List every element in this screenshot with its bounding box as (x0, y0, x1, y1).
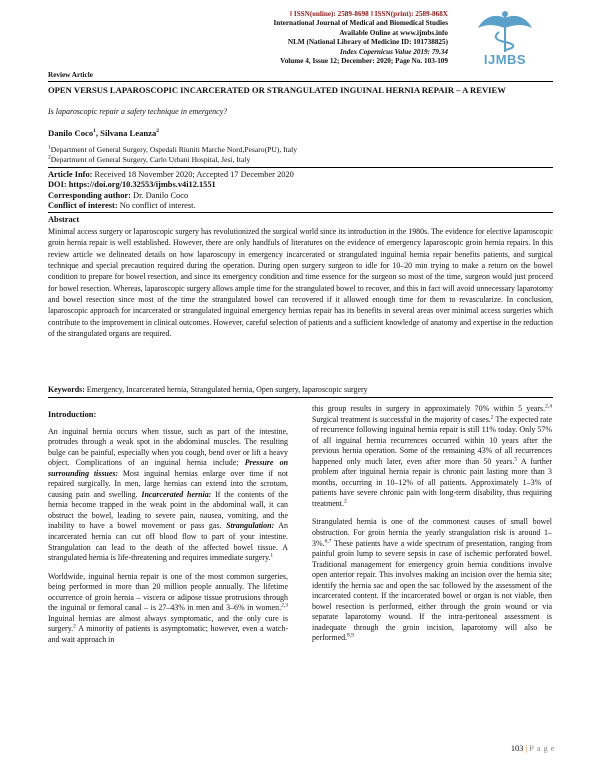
section-heading: Introduction: (48, 410, 97, 419)
author-name: Danilo Coco (48, 128, 94, 138)
affiliation: $^2$Department of General Surgery, Carlo Urbani Hospital, Jesi, Italy (48, 154, 251, 164)
doi-link[interactable]: DOI: https://doi.org/10.32553/ijmbs.v4i12.1551 (48, 180, 216, 190)
copernicus-value: Index Copernicus Value 2019: 79.34 (339, 47, 448, 56)
body-paragraph: this group results in surgery in approximately 70% within 5 years.$^{2,4}$ Surgical treatment is successful in the majority of cases.$^2$ The expected rate of recurrence following inguinal hernia repair is still 11% today. Only 57% of all inguinal hernia recurrences occurred within 10 years after the previous hernia operation. Some of the remaining 43% of all recurrences happened only much later, even after more than 50 years.$^5$ A further problem after inguinal hernia repair is chronic pain lasting more than 3 months, occurring in 10–12% of all patients. Approximately 1–3% of patients have severe chronic pain with long-term disability, thus requiring treatment.$^2$ (312, 403, 553, 508)
body-paragraph: Strangulated hernia is one of the commonest causes of small bowel obstruction. For groin hernia the yearly strangulation risk is around 1–3%.$^{6,7}$ These patients have a wide spectrum of presentation, ranging from painful groin lump to severe sepsis in case of ischemic perforated bowel. Traditional management for emergency groin hernia conditions involve open anterior repair. This involves making an incision over the hernia site; identify the hernia sac and open the sac followed by the assessment of the incarcerated content. If the incarcerated bowel or organ is not viable, then bowel resection is performed, either through the groin wound or via separate laparotomy wound. If the intra-peritoneal assessment is inadequate through the groin incision, laparotomy will also be performed.$^{8,9}$ (312, 517, 552, 643)
issn-print: ISSN(print): 2589-868X (374, 10, 448, 18)
author-name: Silvana Leanza (100, 128, 157, 138)
logo-text: IJMBS (483, 52, 527, 67)
section-divider (48, 167, 553, 168)
left-column (48, 402, 288, 653)
affiliation: $^1$Department of General Surgery, Ospedali Riuniti Marche Nord,Pesaro(PU), Italy (48, 144, 298, 154)
availability: Available Online at www.ijmbs.info (339, 28, 448, 37)
journal-name: International Journal of Medical and Biomedical Studies (273, 19, 448, 28)
body-paragraph: An inguinal hernia occurs when tissue, such as part of the intestine, protrudes through a weak spot in the abdominal muscles. The resulting bulge can be painful, especially when you cough, bend over or lift a heavy object. Complications of an inguinal hernia include; Pressure on surrounding tissues: Most inguinal hernias enlarge over time if not repaired surgically. In men, large hernias can extend into the scrotum, causing pain and swelling. Incarcerated hernia: If the contents of the hernia become trapped in the weak point in the abdominal wall, it can obstruct the bowel, leading to severe pain, nausea, vomiting, and the inability to have a bowel movement or pass gas. Strangulation: An incarcerated hernia can cut off blood flow to part of your intestine. Strangulation can lead to the death of the affected bowel tissue. A strangulated hernia is life-threatening and requires immediate surgery.$^1$ (48, 426, 288, 563)
article-info: Article Info: Received 18 November 2020; Accepted 17 December 2020 DOI: https://doi.org/10.32553/ijmbs.v4i12.1551 Corresponding author: Dr. Danilo Coco Conflict of interest: No conflict of interest. (48, 170, 294, 211)
keywords: Keywords: Emergency, Incarcerated hernia, Strangulated hernia, Open surgery, laparoscopic surgery (48, 385, 368, 394)
abstract-heading: Abstract (48, 215, 80, 224)
article-type: Review Article (48, 71, 93, 79)
nlm-id: NLM (National Library of Medicine ID: 101738825) (287, 38, 448, 47)
volume-info: Volume 4, Issue 12; December: 2020; Page No. 103-109 (280, 57, 448, 66)
section-divider (48, 397, 553, 398)
author-list: Danilo Coco$^1$, Silvana Leanza$^2$ (48, 128, 160, 138)
journal-info: ‖ ISSN(online): 2589-8698 ‖ ISSN(print): 2589-868X International Journal of Medical and Biomedical Studies Available Online at www.ijmbs.info NLM (National Library of Medicine ID: 101738825) Index Copernicus Value 2019: 79.34 Volume 4, Issue 12; December: 2020; Page No. 103-109 (273, 10, 448, 66)
abstract-text: Minimal access surgery or laparoscopic surgery has revolutionized the surgical world since its introduction in the 1980s. The evidence for elective laparoscopic groin hernia repair is well established. However, there are only handfuls of literatures on the evidence of emergency laparoscopic groin hernia repairs. In this review article we delineated details on how laparoscopy in emergency incarcerated or strangulated inguinal hernia repair benefits patients, and surgical technique and special precaution required during the operation. During open surgery surgeon to idle for 10–20 min trying to make a return on the bowel condition to prepare for bowel resection, and since its emergency condition and time essence for the surgeon so most of the time, surgeon would just proceed for bowel resection. Whereas, laparoscopic surgery allows ample time for the strangulated bowel to recover, and this in fact will avoid unnecessary laparotomy and bowel resection since most of the time the strangulated bowel can recovered if it allowed enough time for them to revascularize. In conclusion, laparoscopic approach for incarcerated or strangulated inguinal emergency hernias repair has its benefits in several areas over minimal access surgeries which contribute to the improvement in clinical outcomes. However, careful selection of patients and a sufficient knowledge of anatomy and expertise in the reduction of the strangulated organs are required. (48, 227, 553, 339)
journal-header (0, 0, 600, 80)
header-divider (48, 81, 553, 82)
section-divider (48, 212, 553, 213)
body-paragraph: Worldwide, inguinal hernia repair is one of the most common surgeries, being performed in more than 20 million people annually. The lifetime occurrence of groin hernia – viscera or adipose tissue protrusions through the inguinal or femoral canal – is 27–43% in men and 3–6% in women.$^{2,3}$ Inguinal hernias are almost always symptomatic, and the only cure is surgery.$^2$ A minority of patients is asymptomatic; however, even a watch-and wait approach in (48, 571, 288, 644)
page-number: 103 (510, 744, 524, 753)
issn-online: ISSN(online): 2589-8698 (293, 10, 369, 18)
article-title: OPEN VERSUS LAPAROSCOPIC INCARCERATED OR STRANGULATED INGUINAL HERNIA REPAIR – A REVIEW (48, 85, 506, 95)
right-column (312, 404, 552, 652)
article-subtitle: Is laparoscopic repair a safety technique in emergency? (48, 107, 228, 116)
page-footer: 103 | P a g e (510, 744, 555, 753)
